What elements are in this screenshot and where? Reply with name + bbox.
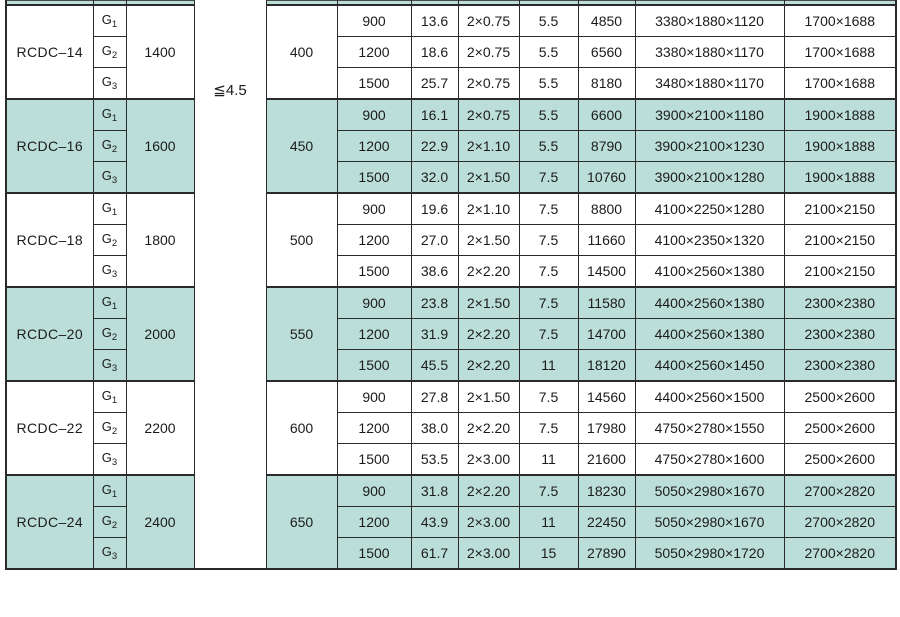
g-label-cell: $G_3$ bbox=[93, 538, 126, 570]
dimensions-cell: 4100×2560×1380 bbox=[635, 256, 784, 288]
belt-width-cell: 450 bbox=[266, 99, 337, 193]
motor-cell: 2×1.50 bbox=[458, 381, 519, 413]
model-cell: RCDC–22 bbox=[6, 381, 93, 475]
speed-cell: 1200 bbox=[337, 131, 411, 162]
speed-cell: 1500 bbox=[337, 162, 411, 194]
g-label-cell: $G_2$ bbox=[93, 225, 126, 256]
dimensions-cell: 3380×1880×1120 bbox=[635, 5, 784, 37]
foundation-cell: 2500×2600 bbox=[784, 413, 896, 444]
foundation-cell: 2500×2600 bbox=[784, 444, 896, 476]
capacity-cell: 16.1 bbox=[411, 99, 458, 131]
dimensions-cell: 4100×2350×1320 bbox=[635, 225, 784, 256]
dimensions-cell: 4400×2560×1380 bbox=[635, 287, 784, 319]
width-value-cell: 2200 bbox=[126, 381, 194, 475]
weight-cell: 14560 bbox=[578, 381, 635, 413]
weight-cell: 27890 bbox=[578, 538, 635, 570]
power-cell: 11 bbox=[519, 350, 578, 382]
speed-cell: 900 bbox=[337, 381, 411, 413]
dimensions-cell: 4400×2560×1380 bbox=[635, 319, 784, 350]
weight-cell: 8790 bbox=[578, 131, 635, 162]
g-label-cell: $G_3$ bbox=[93, 256, 126, 288]
width-value-cell: 1400 bbox=[126, 5, 194, 99]
power-cell: 7.5 bbox=[519, 475, 578, 507]
g-label-cell: $G_2$ bbox=[93, 413, 126, 444]
g-label-cell: $G_2$ bbox=[93, 37, 126, 68]
power-cell: 11 bbox=[519, 444, 578, 476]
foundation-cell: 1900×1888 bbox=[784, 162, 896, 194]
belt-width-cell: 600 bbox=[266, 381, 337, 475]
foundation-cell: 1700×1688 bbox=[784, 68, 896, 100]
g-label-cell: $G_1$ bbox=[93, 475, 126, 507]
power-cell: 7.5 bbox=[519, 287, 578, 319]
weight-cell: 21600 bbox=[578, 444, 635, 476]
model-cell: RCDC–14 bbox=[6, 5, 93, 99]
width-value-cell: 2400 bbox=[126, 475, 194, 569]
capacity-cell: 53.5 bbox=[411, 444, 458, 476]
weight-cell: 6600 bbox=[578, 99, 635, 131]
dimensions-cell: 4100×2250×1280 bbox=[635, 193, 784, 225]
weight-cell: 14700 bbox=[578, 319, 635, 350]
g-label-cell: $G_1$ bbox=[93, 287, 126, 319]
weight-cell: 8180 bbox=[578, 68, 635, 100]
spec-table bbox=[5, 0, 897, 570]
g-label-cell: $G_3$ bbox=[93, 350, 126, 382]
speed-cell: 900 bbox=[337, 287, 411, 319]
power-cell: 5.5 bbox=[519, 37, 578, 68]
model-cell: RCDC–18 bbox=[6, 193, 93, 287]
dimensions-cell: 4750×2780×1600 bbox=[635, 444, 784, 476]
weight-cell: 18120 bbox=[578, 350, 635, 382]
power-cell: 5.5 bbox=[519, 131, 578, 162]
foundation-cell: 1900×1888 bbox=[784, 131, 896, 162]
weight-cell: 14500 bbox=[578, 256, 635, 288]
weight-cell: 18230 bbox=[578, 475, 635, 507]
foundation-cell: 2700×2820 bbox=[784, 507, 896, 538]
belt-width-cell: 550 bbox=[266, 287, 337, 381]
capacity-cell: 13.6 bbox=[411, 5, 458, 37]
power-cell: 5.5 bbox=[519, 68, 578, 100]
g-label-cell: $G_3$ bbox=[93, 444, 126, 476]
table-row bbox=[6, 5, 896, 37]
motor-cell: 2×0.75 bbox=[458, 5, 519, 37]
speed-cell: 900 bbox=[337, 5, 411, 37]
foundation-cell: 1700×1688 bbox=[784, 5, 896, 37]
capacity-cell: 25.7 bbox=[411, 68, 458, 100]
power-cell: 7.5 bbox=[519, 193, 578, 225]
foundation-cell: 2500×2600 bbox=[784, 381, 896, 413]
motor-cell: 2×1.10 bbox=[458, 131, 519, 162]
speed-cell: 1500 bbox=[337, 444, 411, 476]
g-label-cell: $G_3$ bbox=[93, 68, 126, 100]
weight-cell: 11580 bbox=[578, 287, 635, 319]
dimensions-cell: 3900×2100×1180 bbox=[635, 99, 784, 131]
foundation-cell: 2100×2150 bbox=[784, 193, 896, 225]
speed-cell: 900 bbox=[337, 475, 411, 507]
table-row bbox=[6, 193, 896, 225]
power-cell: 11 bbox=[519, 507, 578, 538]
power-cell: 15 bbox=[519, 538, 578, 570]
speed-cell: 1200 bbox=[337, 225, 411, 256]
weight-cell: 8800 bbox=[578, 193, 635, 225]
weight-cell: 4850 bbox=[578, 5, 635, 37]
dimensions-cell: 4750×2780×1550 bbox=[635, 413, 784, 444]
weight-cell: 22450 bbox=[578, 507, 635, 538]
capacity-cell: 45.5 bbox=[411, 350, 458, 382]
width-value-cell: 1600 bbox=[126, 99, 194, 193]
motor-cell: 2×0.75 bbox=[458, 99, 519, 131]
motor-cell: 2×1.50 bbox=[458, 287, 519, 319]
speed-cell: 1200 bbox=[337, 37, 411, 68]
motor-cell: 2×3.00 bbox=[458, 507, 519, 538]
power-cell: 7.5 bbox=[519, 413, 578, 444]
weight-cell: 6560 bbox=[578, 37, 635, 68]
weight-cell: 10760 bbox=[578, 162, 635, 194]
model-cell: RCDC–16 bbox=[6, 99, 93, 193]
foundation-cell: 1900×1888 bbox=[784, 99, 896, 131]
power-cell: 5.5 bbox=[519, 5, 578, 37]
table-row bbox=[6, 475, 896, 507]
model-cell: RCDC–24 bbox=[6, 475, 93, 569]
foundation-cell: 2300×2380 bbox=[784, 319, 896, 350]
power-cell: 7.5 bbox=[519, 162, 578, 194]
motor-cell: 2×3.00 bbox=[458, 538, 519, 570]
g-label-cell: $G_3$ bbox=[93, 162, 126, 194]
g-label-cell: $G_2$ bbox=[93, 507, 126, 538]
belt-width-cell: 650 bbox=[266, 475, 337, 569]
capacity-cell: 27.0 bbox=[411, 225, 458, 256]
table-row bbox=[6, 287, 896, 319]
foundation-cell: 1700×1688 bbox=[784, 37, 896, 68]
motor-cell: 2×1.10 bbox=[458, 193, 519, 225]
speed-limit-label: ≦4.5 bbox=[213, 81, 247, 99]
g-label-cell: $G_1$ bbox=[93, 5, 126, 37]
dimensions-cell: 4400×2560×1500 bbox=[635, 381, 784, 413]
motor-cell: 2×1.50 bbox=[458, 225, 519, 256]
g-label-cell: $G_1$ bbox=[93, 381, 126, 413]
dimensions-cell: 5050×2980×1670 bbox=[635, 507, 784, 538]
foundation-cell: 2700×2820 bbox=[784, 475, 896, 507]
speed-cell: 1200 bbox=[337, 319, 411, 350]
motor-cell: 2×3.00 bbox=[458, 444, 519, 476]
capacity-cell: 19.6 bbox=[411, 193, 458, 225]
motor-cell: 2×2.20 bbox=[458, 475, 519, 507]
width-value-cell: 1800 bbox=[126, 193, 194, 287]
dimensions-cell: 3900×2100×1280 bbox=[635, 162, 784, 194]
dimensions-cell: 3480×1880×1170 bbox=[635, 68, 784, 100]
model-cell: RCDC–20 bbox=[6, 287, 93, 381]
capacity-cell: 27.8 bbox=[411, 381, 458, 413]
motor-cell: 2×0.75 bbox=[458, 37, 519, 68]
foundation-cell: 2700×2820 bbox=[784, 538, 896, 570]
capacity-cell: 38.6 bbox=[411, 256, 458, 288]
capacity-cell: 38.0 bbox=[411, 413, 458, 444]
capacity-cell: 22.9 bbox=[411, 131, 458, 162]
motor-cell: 2×2.20 bbox=[458, 256, 519, 288]
power-cell: 5.5 bbox=[519, 99, 578, 131]
power-cell: 7.5 bbox=[519, 256, 578, 288]
power-cell: 7.5 bbox=[519, 225, 578, 256]
capacity-cell: 43.9 bbox=[411, 507, 458, 538]
g-label-cell: $G_1$ bbox=[93, 193, 126, 225]
dimensions-cell: 3900×2100×1230 bbox=[635, 131, 784, 162]
foundation-cell: 2100×2150 bbox=[784, 256, 896, 288]
motor-cell: 2×0.75 bbox=[458, 68, 519, 100]
dimensions-cell: 5050×2980×1720 bbox=[635, 538, 784, 570]
power-cell: 7.5 bbox=[519, 319, 578, 350]
capacity-cell: 31.9 bbox=[411, 319, 458, 350]
speed-cell: 1500 bbox=[337, 256, 411, 288]
motor-cell: 2×2.20 bbox=[458, 413, 519, 444]
foundation-cell: 2300×2380 bbox=[784, 287, 896, 319]
belt-width-cell: 400 bbox=[266, 5, 337, 99]
speed-cell: 1200 bbox=[337, 413, 411, 444]
capacity-cell: 23.8 bbox=[411, 287, 458, 319]
foundation-cell: 2100×2150 bbox=[784, 225, 896, 256]
g-label-cell: $G_1$ bbox=[93, 99, 126, 131]
capacity-cell: 61.7 bbox=[411, 538, 458, 570]
weight-cell: 11660 bbox=[578, 225, 635, 256]
motor-cell: 2×2.20 bbox=[458, 319, 519, 350]
speed-cell: 1500 bbox=[337, 538, 411, 570]
foundation-cell: 2300×2380 bbox=[784, 350, 896, 382]
capacity-cell: 18.6 bbox=[411, 37, 458, 68]
dimensions-cell: 3380×1880×1170 bbox=[635, 37, 784, 68]
speed-cell: 1500 bbox=[337, 350, 411, 382]
motor-cell: 2×2.20 bbox=[458, 350, 519, 382]
width-value-cell: 2000 bbox=[126, 287, 194, 381]
g-label-cell: $G_2$ bbox=[93, 131, 126, 162]
power-cell: 7.5 bbox=[519, 381, 578, 413]
dimensions-cell: 4400×2560×1450 bbox=[635, 350, 784, 382]
g-label-cell: $G_2$ bbox=[93, 319, 126, 350]
table-row bbox=[6, 381, 896, 413]
dimensions-cell: 5050×2980×1670 bbox=[635, 475, 784, 507]
speed-cell: 1500 bbox=[337, 68, 411, 100]
speed-cell: 900 bbox=[337, 193, 411, 225]
motor-cell: 2×1.50 bbox=[458, 162, 519, 194]
capacity-cell: 32.0 bbox=[411, 162, 458, 194]
speed-cell: 900 bbox=[337, 99, 411, 131]
speed-cell: 1200 bbox=[337, 507, 411, 538]
table-row bbox=[6, 99, 896, 131]
belt-width-cell: 500 bbox=[266, 193, 337, 287]
weight-cell: 17980 bbox=[578, 413, 635, 444]
speed-limit-cell bbox=[194, 1, 266, 570]
capacity-cell: 31.8 bbox=[411, 475, 458, 507]
